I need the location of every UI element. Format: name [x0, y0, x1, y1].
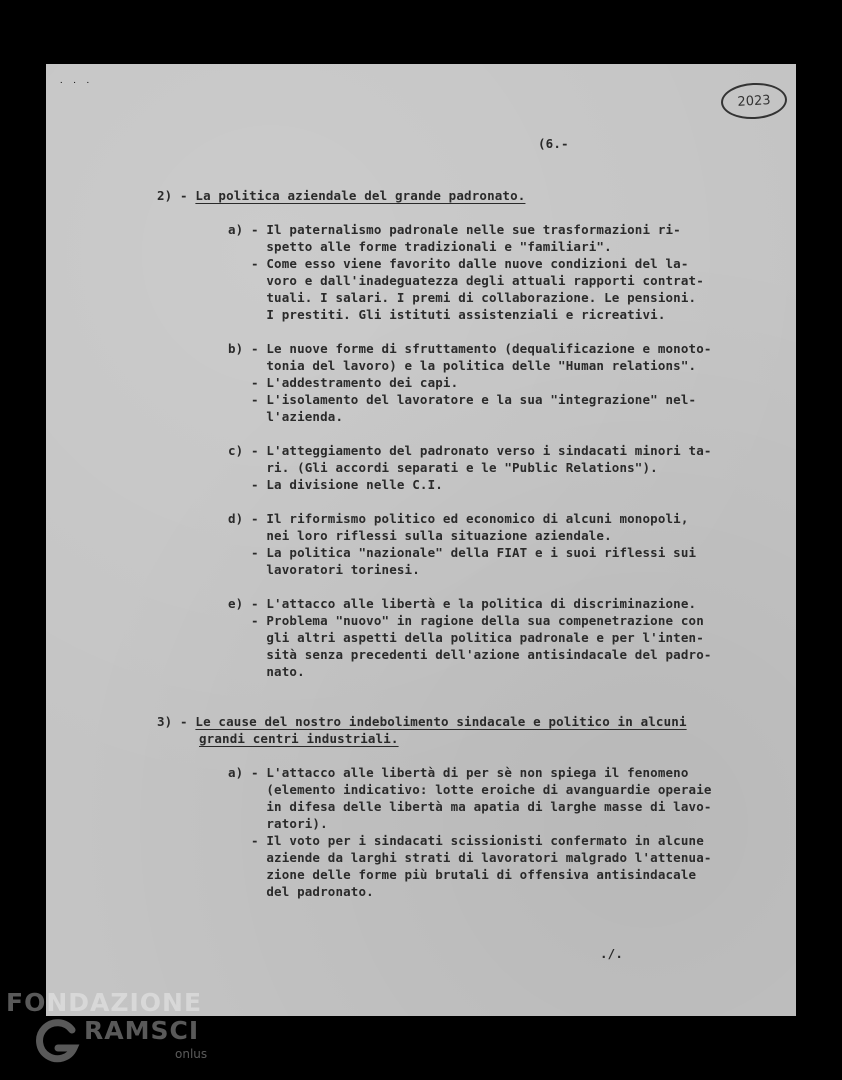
gramsci-g-logo-icon	[34, 1018, 80, 1064]
archive-number: 2023	[737, 92, 771, 110]
text-line: in difesa delle libertà ma apatia di larghe masse di lavo-	[228, 799, 712, 814]
watermark-line3: onlus	[175, 1047, 208, 1061]
ink-specks: ˙ ˙ ˙	[58, 80, 92, 93]
text-line: ri. (Gli accordi separati e le "Public Relations").	[228, 460, 658, 475]
text-line: (elemento indicativo: lotte eroiche di avanguardie operaie	[228, 782, 712, 797]
section-2-title: La politica aziendale del grande padronato.	[195, 188, 526, 203]
text-line: b) - Le nuove forme di sfruttamento (dequalificazione e monoto-	[228, 341, 712, 356]
section-2-label: 2) -	[157, 188, 196, 203]
text-line: a) - L'attacco alle libertà di per sè non spiega il fenomeno	[228, 765, 689, 780]
text-line: zione delle forme più brutali di offensiva antisindacale	[228, 867, 697, 882]
text-line: voro e dall'inadeguatezza degli attuali rapporti contrat-	[228, 273, 704, 288]
text-line: l'azienda.	[228, 409, 344, 424]
text-line: - La divisione nelle C.I.	[228, 477, 443, 492]
text-line: - Problema "nuovo" in ragione della sua compenetrazione con	[228, 613, 704, 628]
text-line: del padronato.	[228, 884, 374, 899]
section-3-label: 3) -	[157, 714, 196, 729]
text-line: - L'isolamento del lavoratore e la sua "integrazione" nel-	[228, 392, 697, 407]
text-line: nei loro riflessi sulla situazione aziendale.	[228, 528, 612, 543]
text-line: - L'addestramento dei capi.	[228, 375, 459, 390]
text-line: - Come esso viene favorito dalle nuove condizioni del la-	[228, 256, 689, 271]
section-2-heading	[157, 188, 525, 204]
text-line: d) - Il riformismo politico ed economico di alcuni monopoli,	[228, 511, 689, 526]
text-line: a) - Il paternalismo padronale nelle sue trasformazioni ri-	[228, 222, 681, 237]
section-3-heading	[157, 714, 687, 730]
text-line: - La politica "nazionale" della FIAT e i suoi riflessi sui	[228, 545, 697, 560]
section-3-heading-cont	[199, 731, 399, 747]
text-line: tonia del lavoro) e la politica delle "Human relations".	[228, 358, 697, 373]
continuation-mark: ./.	[600, 946, 624, 961]
watermark-line2: RAMSCI	[84, 1016, 200, 1045]
text-line: lavoratori torinesi.	[228, 562, 420, 577]
text-line: aziende da larghi strati di lavoratori malgrado l'attenua-	[228, 850, 712, 865]
section-3-title-line2: grandi centri industriali.	[199, 731, 399, 746]
text-line: ratori).	[228, 816, 328, 831]
text-line: e) - L'attacco alle libertà e la politica di discriminazione.	[228, 596, 697, 611]
page-number: (6.-	[538, 136, 569, 151]
text-line: c) - L'atteggiamento del padronato verso i sindacati minori ta-	[228, 443, 712, 458]
section-3-title-line1: Le cause del nostro indebolimento sindacale e politico in alcuni	[195, 714, 687, 729]
text-line: tuali. I salari. I premi di collaborazione. Le pensioni.	[228, 290, 697, 305]
text-line: spetto alle forme tradizionali e "familiari".	[228, 239, 612, 254]
text-line: I prestiti. Gli istituti assistenziali e ricreativi.	[228, 307, 666, 322]
text-line: gli altri aspetti della politica padronale e per l'inten-	[228, 630, 704, 645]
text-line: sità senza precedenti dell'azione antisindacale del padro-	[228, 647, 712, 662]
text-line: - Il voto per i sindacati scissionisti confermato in alcune	[228, 833, 704, 848]
watermark-line1: FONDAZIONE	[6, 988, 203, 1017]
text-line: nato.	[228, 664, 305, 679]
